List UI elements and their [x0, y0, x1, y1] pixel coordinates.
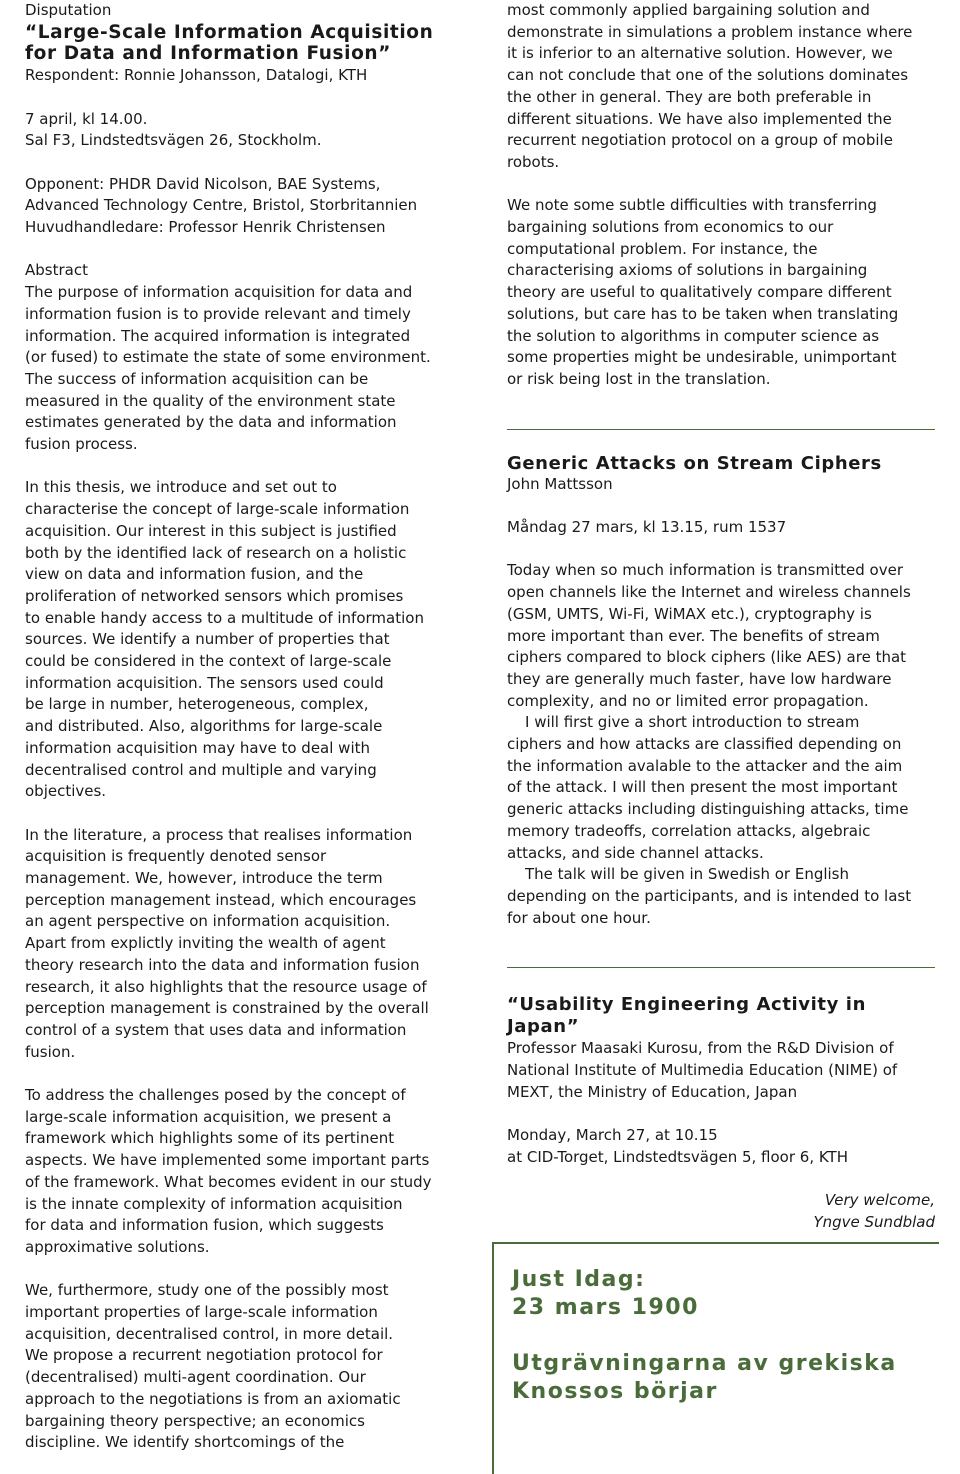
text-line: the solution to algorithms in computer science as	[507, 326, 880, 345]
text-line: characterise the concept of large-scale information	[25, 500, 410, 519]
text-line: recurrent negotiation protocol on a group of mobile	[507, 131, 893, 150]
signature: Yngve Sundblad	[813, 1212, 935, 1231]
respondent: Respondent: Ronnie Johansson, Datalogi, KTH	[25, 66, 368, 85]
abstract-paragraph-1	[25, 282, 465, 456]
talk2-when: Monday, March 27, at 10.15	[507, 1126, 718, 1145]
text-line: acquisition is frequently denoted sensor	[25, 847, 327, 866]
box-line-2: 23 mars 1900	[512, 1295, 699, 1320]
box-line-1: Just Idag:	[512, 1267, 646, 1292]
text-line: approach to the negotiations is from an axiomatic	[25, 1389, 401, 1408]
defense-date: 7 april, kl 14.00.	[25, 109, 148, 128]
text-line: I will first give a short introduction to stream	[525, 713, 860, 732]
text-line: for about one hour.	[507, 908, 651, 927]
text-line: can not conclude that one of the solutions dominates	[507, 66, 909, 85]
text-line: solutions, but care has to be taken when translating	[507, 304, 899, 323]
text-line: to enable handy access to a multitude of information	[25, 608, 424, 627]
talk2-where: at CID-Torget, Lindstedtsvägen 5, floor 6, KTH	[507, 1147, 848, 1166]
text-line: information acquisition. The sensors used could	[25, 673, 384, 692]
text-line: ciphers and how attacks are classified depending on	[507, 735, 902, 754]
text-line: research, it also highlights that the resource usage of	[25, 977, 427, 996]
abstract-paragraph-3	[25, 825, 465, 1064]
text-line: they are generally much faster, have low hardware	[507, 669, 892, 688]
text-line: acquisition, decentralised control, in more detail.	[25, 1324, 394, 1343]
text-line: be large in number, heterogeneous, complex,	[25, 695, 369, 714]
text-line: Advanced Technology Centre, Bristol, Storbritannien	[25, 196, 418, 215]
talk2-speaker	[507, 1038, 937, 1103]
text-line: control of a system that uses data and information	[25, 1020, 407, 1039]
text-line: could be considered in the context of large-scale	[25, 652, 392, 671]
text-line: management. We, however, introduce the term	[25, 869, 383, 888]
text-line: some properties might be undesirable, unimportant	[507, 348, 897, 367]
text-line: the information avalable to the attacker and the aim	[507, 756, 903, 775]
text-line: depending on the participants, and is intended to last	[507, 886, 912, 905]
text-line: (GSM, UMTS, Wi-Fi, WiMAX etc.), cryptography is	[507, 604, 872, 623]
talk1-when: Måndag 27 mars, kl 13.15, rum 1537	[507, 518, 787, 537]
text-line: The success of information acquisition can be	[25, 369, 369, 388]
text-line: The talk will be given in Swedish or English	[525, 865, 850, 884]
text-line: important properties of large-scale information	[25, 1303, 378, 1322]
text-line: open channels like the Internet and wireless channels	[507, 583, 911, 602]
text-line: We propose a recurrent negotiation protocol for	[25, 1346, 383, 1365]
text-line: National Institute of Multimedia Education (NIME) of	[507, 1061, 898, 1080]
talk2-title-line-1: “Usability Engineering Activity in	[507, 994, 866, 1016]
text-line: theory research into the data and information fusion	[25, 955, 420, 974]
text-line: demonstrate in simulations a problem instance where	[507, 22, 913, 41]
text-line: discipline. We identify shortcomings of the	[25, 1433, 345, 1452]
defense-venue: Sal F3, Lindstedtsvägen 26, Stockholm.	[25, 131, 322, 150]
text-line: large-scale information acquisition, we present a	[25, 1107, 392, 1126]
text-line: MEXT, the Ministry of Education, Japan	[507, 1082, 798, 1101]
talk2-title-line-2: Japan”	[507, 1016, 580, 1038]
text-line: bargaining solutions from economics to our	[507, 218, 834, 237]
thesis-title-line-1: “Large-Scale Information Acquisition	[25, 21, 434, 43]
text-line: memory tradeoffs, correlation attacks, algebraic	[507, 821, 871, 840]
text-line: estimates generated by the data and information	[25, 413, 397, 432]
text-line: more important than ever. The benefits of stream	[507, 626, 880, 645]
text-line: The purpose of information acquisition for data and	[25, 283, 413, 302]
text-line: theory are useful to qualitatively compare different	[507, 283, 892, 302]
text-line: an agent perspective on information acquisition.	[25, 912, 391, 931]
text-line: ciphers compared to block ciphers (like AES) are that	[507, 648, 907, 667]
text-line: generic attacks including distinguishing attacks, time	[507, 800, 909, 819]
talk1-title: Generic Attacks on Stream Ciphers	[507, 452, 882, 474]
text-line: of the framework. What becomes evident in our study	[25, 1172, 432, 1191]
text-line: perception management is constrained by the overall	[25, 999, 429, 1018]
text-line: and distributed. Also, algorithms for large-scale	[25, 717, 383, 736]
announcement-box	[492, 1242, 939, 1474]
text-line: complexity, and no or limited error propagation.	[507, 691, 869, 710]
talk1-speaker: John Mattsson	[507, 474, 613, 493]
text-line: sources. We identify a number of properties that	[25, 630, 390, 649]
thesis-title-line-2: for Data and Information Fusion”	[25, 43, 391, 65]
text-line: Today when so much information is transmitted over	[507, 561, 903, 580]
text-line: Apart from explictly inviting the wealth of agent	[25, 934, 386, 953]
text-line: measured in the quality of the environment state	[25, 391, 396, 410]
right-column	[507, 0, 937, 1234]
text-line: of the attack. I will then present the most important	[507, 778, 898, 797]
text-line: framework which highlights some of its pertinent	[25, 1129, 395, 1148]
text-line: Huvudhandledare: Professor Henrik Christensen	[25, 218, 386, 236]
text-line: most commonly applied bargaining solution and	[507, 1, 870, 19]
abstract-paragraph-2	[25, 477, 465, 803]
box-line-3: Utgrävningarna av grekiska	[512, 1351, 897, 1376]
text-line: different situations. We have also implemented the	[507, 109, 892, 128]
text-line: In this thesis, we introduce and set out to	[25, 478, 337, 497]
text-line: information. The acquired information is integrated	[25, 326, 411, 345]
text-line: approximative solutions.	[25, 1237, 210, 1256]
text-line: both by the identified lack of research on a holistic	[25, 543, 407, 562]
abstract-continuation-2	[507, 195, 937, 390]
text-line: Opponent: PHDR David Nicolson, BAE Systems,	[25, 174, 381, 193]
text-line: objectives.	[25, 782, 107, 801]
text-line: information acquisition may have to deal with	[25, 738, 371, 757]
opponent-block	[25, 174, 465, 239]
text-line: (decentralised) multi-agent coordination. Our	[25, 1368, 366, 1387]
text-line: proliferation of networked sensors which promises	[25, 586, 404, 605]
text-line: information fusion is to provide relevant and timely	[25, 304, 411, 323]
text-line: We note some subtle difficulties with transferring	[507, 196, 877, 215]
text-line: robots.	[507, 152, 560, 171]
text-line: In the literature, a process that realises information	[25, 825, 413, 844]
text-line: We, furthermore, study one of the possibly most	[25, 1281, 389, 1300]
box-line-4: Knossos börjar	[512, 1379, 718, 1404]
text-line: decentralised control and multiple and varying	[25, 760, 377, 779]
abstract-paragraph-5	[25, 1280, 465, 1454]
left-column	[25, 0, 465, 1454]
talk1-paragraph-3	[507, 864, 937, 929]
abstract-heading: Abstract	[25, 261, 88, 280]
text-line: fusion process.	[25, 435, 138, 454]
text-line: fusion.	[25, 1042, 76, 1061]
text-line: computational problem. For instance, the	[507, 239, 818, 258]
text-line: To address the challenges posed by the concept of	[25, 1086, 406, 1105]
event-kind: Disputation	[25, 1, 112, 19]
text-line: attacks, and side channel attacks.	[507, 843, 764, 862]
talk1-paragraph-2	[507, 712, 937, 864]
text-line: it is inferior to an alternative solution. However, we	[507, 44, 893, 63]
text-line: perception management instead, which encourages	[25, 890, 417, 909]
abstract-continuation-1	[507, 0, 937, 174]
text-line: characterising axioms of solutions in bargaining	[507, 261, 868, 280]
text-line: acquisition. Our interest in this subject is justified	[25, 521, 397, 540]
text-line: bargaining theory perspective; an economics	[25, 1411, 365, 1430]
abstract-paragraph-4	[25, 1085, 465, 1259]
welcome-note: Very welcome,	[824, 1191, 935, 1210]
text-line: (or fused) to estimate the state of some environment.	[25, 348, 431, 367]
text-line: the other in general. They are both preferable in	[507, 87, 872, 106]
text-line: aspects. We have implemented some important parts	[25, 1151, 430, 1170]
text-line: view on data and information fusion, and the	[25, 565, 364, 584]
text-line: Professor Maasaki Kurosu, from the R&D Division of	[507, 1039, 894, 1058]
text-line: is the innate complexity of information acquisition	[25, 1194, 403, 1213]
talk1-paragraph-1	[507, 560, 937, 712]
text-line: for data and information fusion, which suggests	[25, 1216, 384, 1235]
text-line: or risk being lost in the translation.	[507, 369, 771, 388]
